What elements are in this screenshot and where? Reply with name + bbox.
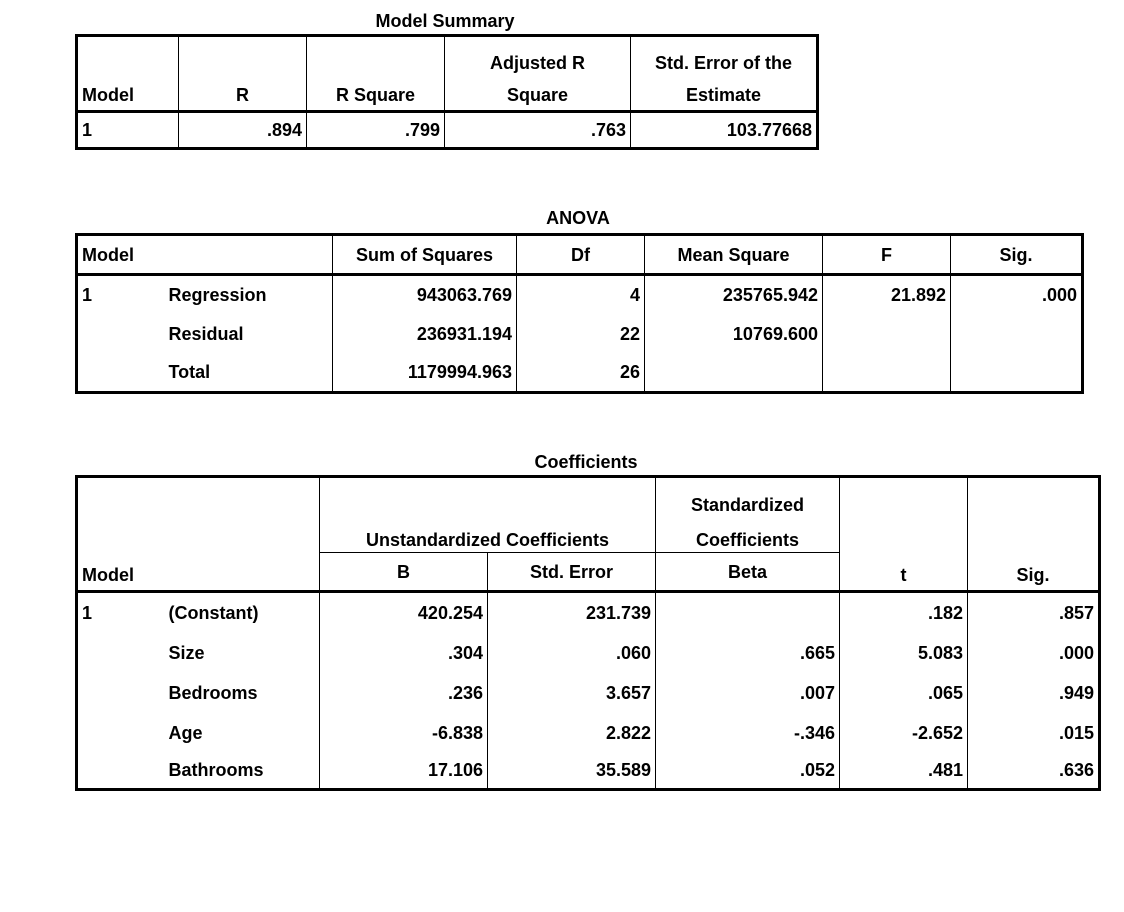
ms-header-r: R: [179, 36, 307, 112]
ms-header-adjusted-r-line1: Adjusted R: [489, 53, 585, 73]
ms-header-std-error-line2: Estimate: [685, 85, 762, 105]
model-summary-title: Model Summary: [375, 11, 515, 31]
anova-row-label: Residual: [165, 315, 333, 354]
coef-row-label: (Constant): [165, 592, 320, 633]
anova-cell-sig: [951, 354, 1083, 393]
anova-header-row: [77, 235, 1083, 275]
coef-cell-sig: .000: [968, 633, 1100, 673]
coef-header-b: B: [320, 553, 488, 592]
table-row: [77, 713, 1100, 753]
table-row: [77, 315, 1083, 354]
coef-cell-t: -2.652: [840, 713, 968, 753]
anova-cell-model: [77, 315, 165, 354]
anova-cell-sig: [951, 315, 1083, 354]
anova-cell-model: [77, 354, 165, 393]
coef-cell-b: .304: [320, 633, 488, 673]
table-row: [77, 673, 1100, 713]
coef-cell-b: -6.838: [320, 713, 488, 753]
anova-cell-f: [823, 315, 951, 354]
coef-header-beta: Beta: [656, 553, 840, 592]
anova-cell-df: 4: [517, 275, 645, 315]
coef-cell-b: 420.254: [320, 592, 488, 633]
coef-cell-beta: -.346: [656, 713, 840, 753]
anova-cell-sig: .000: [951, 275, 1083, 315]
anova-cell-mean-square: 10769.600: [645, 315, 823, 354]
ms-cell-r: .894: [179, 112, 307, 149]
coef-cell-beta: [656, 592, 840, 633]
coef-cell-model: 1: [77, 592, 165, 633]
ms-header-adjusted-r-square: [445, 36, 631, 112]
ms-header-r-square: R Square: [307, 36, 445, 112]
ms-cell-model: 1: [77, 112, 179, 149]
table-row: [77, 633, 1100, 673]
coef-cell-sig: .949: [968, 673, 1100, 713]
coef-cell-t: .481: [840, 753, 968, 790]
coefficients-title: Coefficients: [534, 452, 638, 472]
table-row: [77, 753, 1100, 790]
coef-cell-b: .236: [320, 673, 488, 713]
ms-header-std-error-line1: Std. Error of the: [654, 53, 792, 73]
anova-cell-df: 26: [517, 354, 645, 393]
coef-cell-sig: .015: [968, 713, 1100, 753]
coef-row-label: Size: [165, 633, 320, 673]
anova-header-df: Df: [517, 235, 645, 275]
anova-cell-f: [823, 354, 951, 393]
model-summary-header-row: [77, 36, 818, 112]
anova-cell-df: 22: [517, 315, 645, 354]
anova-table: [75, 233, 1084, 394]
model-summary-table: [75, 34, 819, 150]
coef-cell-t: .065: [840, 673, 968, 713]
ms-cell-adjusted-r-square: .763: [445, 112, 631, 149]
table-row: [77, 354, 1083, 393]
anova-row-label: Regression: [165, 275, 333, 315]
coef-cell-std-error: .060: [488, 633, 656, 673]
anova-header-sig: Sig.: [951, 235, 1083, 275]
anova-header-blank: [165, 235, 333, 275]
coef-header-sig: Sig.: [968, 477, 1100, 592]
coef-header-blank: [165, 477, 320, 592]
anova-cell-sum-of-squares: 943063.769: [333, 275, 517, 315]
coef-cell-sig: .857: [968, 592, 1100, 633]
coef-cell-beta: .665: [656, 633, 840, 673]
coef-cell-std-error: 2.822: [488, 713, 656, 753]
ms-cell-std-error: 103.77668: [631, 112, 818, 149]
anova-row-label: Total: [165, 354, 333, 393]
table-row: [77, 275, 1083, 315]
coef-row-label: Age: [165, 713, 320, 753]
anova-header-mean-square: Mean Square: [645, 235, 823, 275]
anova-cell-mean-square: 235765.942: [645, 275, 823, 315]
coef-row-label: Bathrooms: [165, 753, 320, 790]
coef-header-std-error: Std. Error: [488, 553, 656, 592]
coef-cell-std-error: 3.657: [488, 673, 656, 713]
anova-title: ANOVA: [546, 208, 610, 228]
coef-cell-std-error: 35.589: [488, 753, 656, 790]
coef-header-standardized-line1: Standardized: [691, 495, 805, 515]
anova-cell-mean-square: [645, 354, 823, 393]
coef-cell-sig: .636: [968, 753, 1100, 790]
coef-row-label: Bedrooms: [165, 673, 320, 713]
ms-header-std-error: [631, 36, 818, 112]
table-row: [77, 592, 1100, 633]
coef-cell-t: .182: [840, 592, 968, 633]
anova-cell-sum-of-squares: 236931.194: [333, 315, 517, 354]
ms-header-model: Model: [77, 36, 179, 112]
coef-cell-beta: .052: [656, 753, 840, 790]
coef-cell-model: [77, 673, 165, 713]
coef-cell-t: 5.083: [840, 633, 968, 673]
coefficients-header-row-1: [77, 477, 1100, 553]
anova-header-f: F: [823, 235, 951, 275]
anova-cell-sum-of-squares: 1179994.963: [333, 354, 517, 393]
anova-header-sum-of-squares: Sum of Squares: [333, 235, 517, 275]
coef-header-model: Model: [77, 477, 165, 592]
ms-header-adjusted-r-line2: Square: [506, 85, 569, 105]
ms-cell-r-square: .799: [307, 112, 445, 149]
anova-header-model: Model: [77, 235, 165, 275]
coef-header-standardized: [656, 477, 840, 553]
coef-header-unstandardized: Unstandardized Coefficients: [320, 477, 656, 553]
coef-cell-b: 17.106: [320, 753, 488, 790]
coef-cell-std-error: 231.739: [488, 592, 656, 633]
anova-cell-f: 21.892: [823, 275, 951, 315]
coef-cell-beta: .007: [656, 673, 840, 713]
anova-cell-model: 1: [77, 275, 165, 315]
coef-header-t: t: [840, 477, 968, 592]
table-row: [77, 112, 818, 149]
coef-header-standardized-line2: Coefficients: [696, 530, 800, 550]
coef-cell-model: [77, 713, 165, 753]
coef-cell-model: [77, 753, 165, 790]
coefficients-table: [75, 475, 1101, 791]
coef-cell-model: [77, 633, 165, 673]
